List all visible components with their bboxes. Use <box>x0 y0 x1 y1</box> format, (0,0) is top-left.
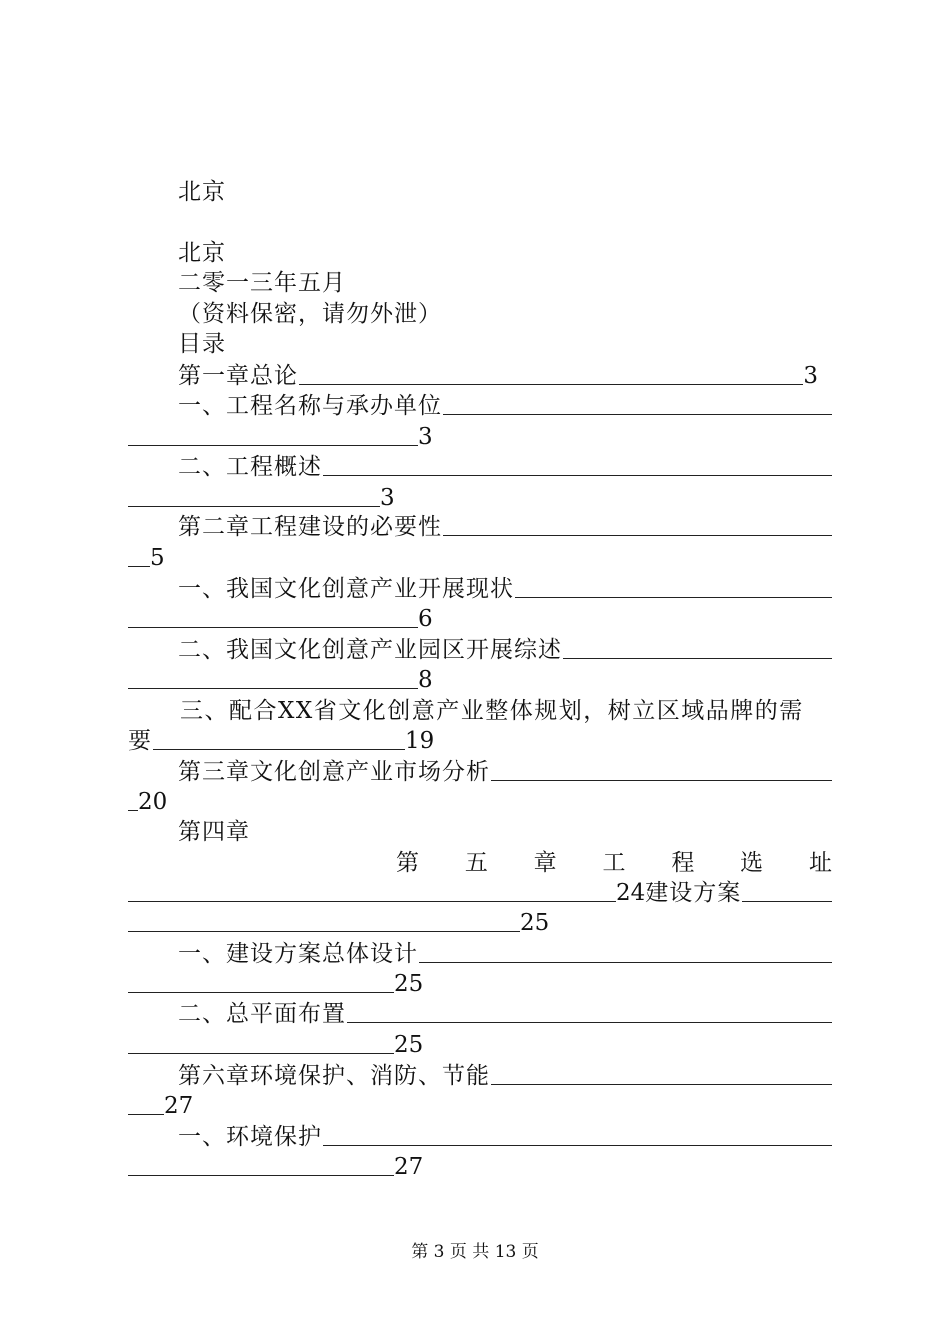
city: 北京 <box>178 240 226 266</box>
leader-line <box>299 384 803 385</box>
date: 二零一三年五月 <box>178 270 346 296</box>
toc-entry-title: 二、工程概述 <box>178 454 322 480</box>
leader-line <box>491 780 832 781</box>
leader-line <box>128 1175 394 1176</box>
leader-line <box>128 901 616 902</box>
toc-page-number: 25 <box>394 1032 424 1058</box>
toc-title: 目录 <box>178 331 226 357</box>
toc-entry-title: 建设方案 <box>645 880 742 906</box>
leader-line <box>128 992 394 993</box>
toc-entry-title-justified[interactable] <box>396 848 832 878</box>
toc-entry[interactable] <box>128 1122 832 1152</box>
title-char: 工 <box>602 850 626 876</box>
leader-line <box>128 1053 394 1054</box>
toc-page-number: 3 <box>418 424 433 450</box>
toc-page-number: 5 <box>150 545 165 571</box>
toc-entry-title: 第一章总论 <box>178 363 298 389</box>
toc-entry[interactable] <box>128 635 832 665</box>
leader-line <box>128 1114 164 1115</box>
leader-line <box>128 506 380 507</box>
toc-entry-continuation[interactable] <box>128 787 832 817</box>
toc-entry-continuation[interactable] <box>128 604 832 634</box>
leader-line <box>323 1145 832 1146</box>
toc-page-number: 8 <box>418 667 433 693</box>
title-char: 第 <box>396 850 419 876</box>
toc-entry-title: 第六章环境保护、消防、节能 <box>178 1063 490 1089</box>
leader-line <box>347 1022 832 1023</box>
toc-entry-title: 二、总平面布置 <box>178 1001 346 1027</box>
toc-entry[interactable] <box>128 574 832 604</box>
toc-entry-continuation[interactable] <box>128 483 832 513</box>
leader-line <box>563 658 832 659</box>
leader-line <box>128 627 418 628</box>
toc-entry-title: 要 <box>128 728 152 754</box>
toc-entry-title: 第二章工程建设的必要性 <box>178 514 442 540</box>
toc-page-number: 27 <box>394 1154 424 1180</box>
leader-line <box>128 445 418 446</box>
title-char: 选 <box>740 850 764 876</box>
toc-entry-title: 一、工程名称与承办单位 <box>178 393 442 419</box>
toc-entry[interactable] <box>128 452 832 482</box>
toc-page-number: 25 <box>520 910 550 936</box>
toc-page-number: 3 <box>803 363 818 389</box>
confidential-note: （资料保密，请勿外泄） <box>178 301 442 327</box>
toc-entry[interactable] <box>128 939 832 969</box>
toc-entry[interactable] <box>128 1061 832 1091</box>
leader-line <box>128 566 150 567</box>
leader-line <box>491 1084 832 1085</box>
leader-line <box>515 597 832 598</box>
toc-entry[interactable] <box>128 361 832 391</box>
toc-entry[interactable] <box>128 391 832 421</box>
leader-line <box>742 901 832 902</box>
leader-line <box>323 475 832 476</box>
toc-page-number: 25 <box>394 971 424 997</box>
leader-line <box>443 535 832 536</box>
toc-entry[interactable] <box>128 999 832 1029</box>
leader-line <box>443 414 832 415</box>
toc-entry-title: 一、我国文化创意产业开展现状 <box>178 576 514 602</box>
title-char: 章 <box>533 850 557 876</box>
toc-entry-title: 一、环境保护 <box>178 1124 322 1150</box>
title-char: 五 <box>464 850 488 876</box>
leader-line <box>128 931 520 932</box>
toc-entry-continuation[interactable] <box>128 1030 832 1060</box>
toc-entry-title: 第三章文化创意产业市场分析 <box>178 759 490 785</box>
toc-entry-title[interactable]: 三、配合XX省文化创意产业整体规划，树立区域品牌的需 <box>180 698 804 724</box>
leader-line <box>128 688 418 689</box>
toc-entry-continuation[interactable] <box>128 543 832 573</box>
toc-entry-continuation[interactable] <box>128 969 832 999</box>
toc-page-number: 20 <box>138 789 168 815</box>
toc-entry[interactable] <box>128 512 832 542</box>
toc-entry-title: 二、我国文化创意产业园区开展综述 <box>178 637 562 663</box>
toc-entry-continuation[interactable] <box>128 1091 832 1121</box>
title-char: 址 <box>808 850 832 876</box>
title-char: 程 <box>671 850 695 876</box>
toc-page-number: 19 <box>405 728 435 754</box>
toc-entry-continuation[interactable] <box>128 1152 832 1182</box>
toc-page-number: 3 <box>380 485 395 511</box>
toc-entry-continuation[interactable] <box>128 726 832 756</box>
leader-line <box>419 962 832 963</box>
toc-entry-title[interactable]: 第四章 <box>178 819 250 845</box>
leader-line <box>128 810 138 811</box>
toc-entry-title: 一、建设方案总体设计 <box>178 941 418 967</box>
city-top: 北京 <box>178 179 226 205</box>
toc-page-number: 27 <box>164 1093 194 1119</box>
toc-entry-continuation[interactable] <box>128 422 832 452</box>
toc-entry-continuation[interactable] <box>128 665 832 695</box>
toc-page-number: 6 <box>418 606 433 632</box>
leader-line <box>153 749 405 750</box>
toc-page-number: 24 <box>616 880 646 906</box>
page-footer: 第 3 页 共 13 页 <box>411 1242 539 1262</box>
toc-entry-continuation[interactable] <box>128 878 832 908</box>
toc-entry[interactable] <box>128 757 832 787</box>
toc-entry-continuation[interactable] <box>128 908 832 938</box>
